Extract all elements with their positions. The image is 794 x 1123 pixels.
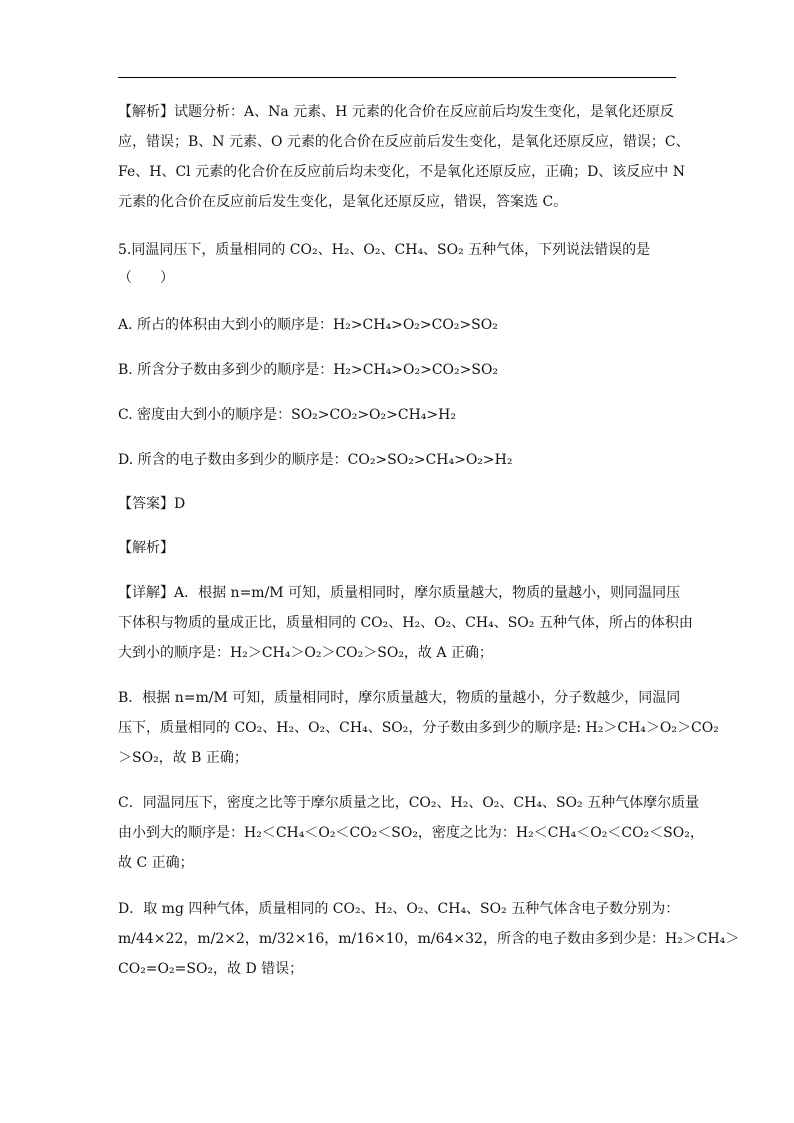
detail-d-line: m/44×22，m/2×2，m/32×16，m/16×10，m/64×32，所含的电子数由多到少是：H₂＞CH₄＞ (118, 931, 740, 947)
analysis-line: 【解析】试题分析：A、Na 元素、H 元素的化合价在反应前后均发生变化，是氧化还原反 (118, 104, 674, 120)
detail-b-line: B．根据 n=m/M 可知，质量相同时，摩尔质量越大，物质的量越小，分子数越少，同温同 (118, 690, 681, 706)
detail-a-line: 【详解】A．根据 n=m/M 可知，质量相同时，摩尔质量越大，物质的量越小，则同温同压 (118, 585, 681, 601)
header-rule (118, 77, 676, 78)
detail-a-line: 大到小的顺序是：H₂＞CH₄＞O₂＞CO₂＞SO₂，故 A 正确； (118, 645, 493, 661)
detail-b-line: 压下，质量相同的 CO₂、H₂、O₂、CH₄、SO₂，分子数由多到少的顺序是: H₂＞CH₄＞O₂＞CO₂ (118, 720, 719, 736)
detail-d-line: CO₂=O₂=SO₂，故 D 错误； (118, 961, 304, 977)
option-a: A. 所占的体积由大到小的顺序是：H₂>CH₄>O₂>CO₂>SO₂ (118, 317, 498, 333)
detail-d-line: D．取 mg 四种气体，质量相同的 CO₂、H₂、O₂、CH₄、SO₂ 五种气体含电子数分别为： (118, 901, 680, 917)
detail-c-line: 故 C 正确； (118, 855, 194, 871)
analysis-line: Fe、H、Cl 元素的化合价在反应前后均未变化，不是氧化还原反应，正确；D、该反应中 N (118, 164, 686, 180)
option-d: D. 所含的电子数由多到少的顺序是：CO₂>SO₂>CH₄>O₂>H₂ (118, 452, 513, 468)
detail-c-line: 由小到大的顺序是：H₂＜CH₄＜O₂＜CO₂＜SO₂，密度之比为：H₂＜CH₄＜O₂＜CO₂＜SO₂， (118, 825, 704, 841)
option-c: C. 密度由大到小的顺序是：SO₂>CO₂>O₂>CH₄>H₂ (118, 407, 456, 423)
analysis-heading: 【解析】 (118, 540, 174, 556)
detail-b-line: ＞SO₂，故 B 正确； (118, 750, 248, 766)
option-b: B. 所含分子数由多到少的顺序是：H₂>CH₄>O₂>CO₂>SO₂ (118, 362, 499, 378)
detail-a-line: 下体积与物质的量成正比，质量相同的 CO₂、H₂、O₂、CH₄、SO₂ 五种气体，所占的体积由 (118, 615, 693, 631)
analysis-line: 应，错误；B、N 元素、O 元素的化合价在反应前后发生变化，是氧化还原反应，错误；C、 (118, 134, 690, 150)
analysis-line: 元素的化合价在反应前后发生变化，是氧化还原反应，错误，答案选 C。 (118, 194, 568, 210)
question-stem: 5.同温同压下，质量相同的 CO₂、H₂、O₂、CH₄、SO₂ 五种气体，下列说法错误的是 (118, 242, 651, 258)
answer-label: 【答案】D (118, 496, 186, 512)
question-blank: （ ） (118, 270, 174, 286)
detail-c-line: C．同温同压下，密度之比等于摩尔质量之比，CO₂、H₂、O₂、CH₄、SO₂ 五种气体摩尔质量 (118, 795, 700, 811)
